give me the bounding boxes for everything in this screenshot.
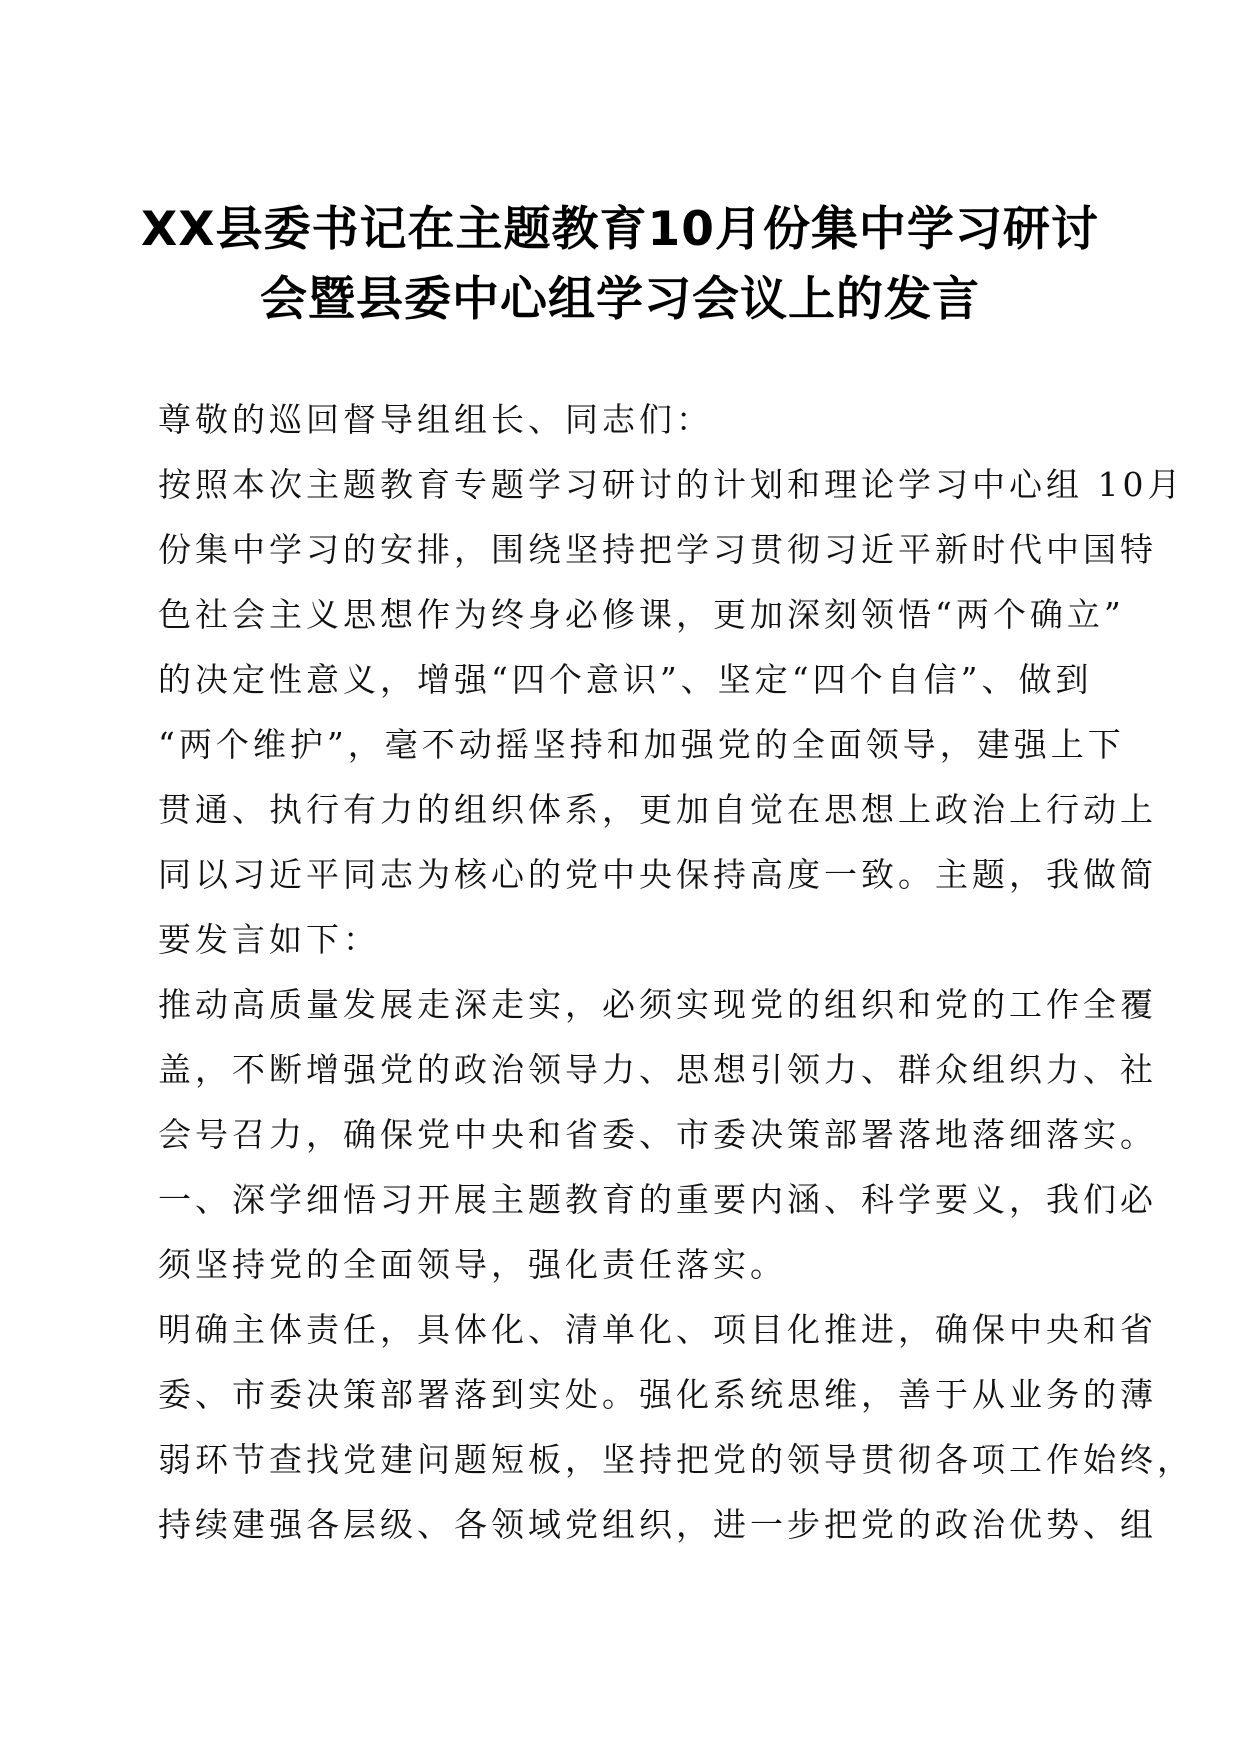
body-line: 的决定性意义，增强“四个意识”、坚定“四个自信”、做到 [158, 660, 1093, 699]
section-heading-line: 一、深学细悟习开展主题教育的重要内涵、科学要义，我们必 [158, 1180, 1157, 1219]
body-line: 按照本次主题教育专题学习研讨的计划和理论学习中心组 10月 [158, 465, 1185, 504]
body-line: 弱环节查找党建问题短板，坚持把党的领导贯彻各项工作始终， [158, 1440, 1194, 1479]
document-body [158, 387, 1194, 1557]
body-line: 份集中学习的安排，围绕坚持把学习贯彻习近平新时代中国特 [158, 530, 1157, 569]
body-line: 委、市委决策部署落到实处。强化系统思维，善于从业务的薄 [158, 1375, 1157, 1414]
body-line: 贯通、执行有力的组织体系，更加自觉在思想上政治上行动上 [158, 790, 1157, 829]
body-line: 明确主体责任，具体化、清单化、项目化推进，确保中央和省 [158, 1310, 1157, 1349]
body-line: 持续建强各层级、各领域党组织，进一步把党的政治优势、组 [158, 1505, 1157, 1544]
body-line: 推动高质量发展走深走实，必须实现党的组织和党的工作全覆 [158, 985, 1157, 1024]
body-line: 盖，不断增强党的政治领导力、思想引领力、群众组织力、社 [158, 1050, 1157, 1089]
body-line: “两个维护”，毫不动摇坚持和加强党的全面领导，建强上下 [158, 725, 1125, 764]
document-title-line-1: XX县委书记在主题教育10月份集中学习研讨 [141, 202, 1099, 257]
document-title-line-2: 会暨县委中心组学习会议上的发言 [260, 272, 980, 327]
body-line: 同以习近平同志为核心的党中央保持高度一致。主题，我做简 [158, 855, 1157, 894]
body-line: 色社会主义思想作为终身必修课，更加深刻领悟“两个确立” [158, 595, 1125, 634]
section-heading-line: 须坚持党的全面领导，强化责任落实。 [158, 1245, 787, 1284]
salutation-line: 尊敬的巡回督导组组长、同志们： [158, 400, 713, 439]
body-line: 会号召力，确保党中央和省委、市委决策部署落地落细落实。 [158, 1115, 1157, 1154]
body-line: 要发言如下： [158, 920, 380, 959]
